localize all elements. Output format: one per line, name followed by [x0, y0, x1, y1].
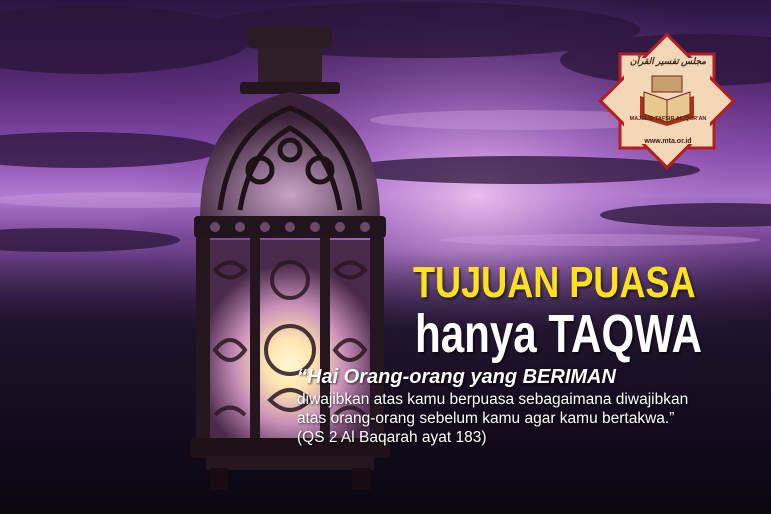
headline-line-2: hanya TAQWA: [415, 304, 703, 364]
logo-calligraphy: مجلس تفسير القرآن: [629, 56, 707, 66]
quote-body: [297, 390, 767, 447]
logo-org-name: MAJELIS TAFSIR AL-QUR'AN: [629, 116, 707, 122]
headline-line-1: TUJUAN PUASA: [413, 258, 696, 307]
quote-heading: “Hai Orang-orang yang BERIMAN: [297, 366, 616, 388]
quote-line: atas orang-orang sebelum kamu agar kamu bertakwa.”: [297, 410, 675, 427]
quote-citation: (QS 2 Al Baqarah ayat 183): [297, 429, 487, 446]
quote-line: diwajibkan atas kamu berpuasa sebagaimana diwajibkan: [297, 391, 689, 408]
mta-logo: [592, 26, 742, 176]
logo-url: www.mta.or.id: [644, 138, 692, 145]
